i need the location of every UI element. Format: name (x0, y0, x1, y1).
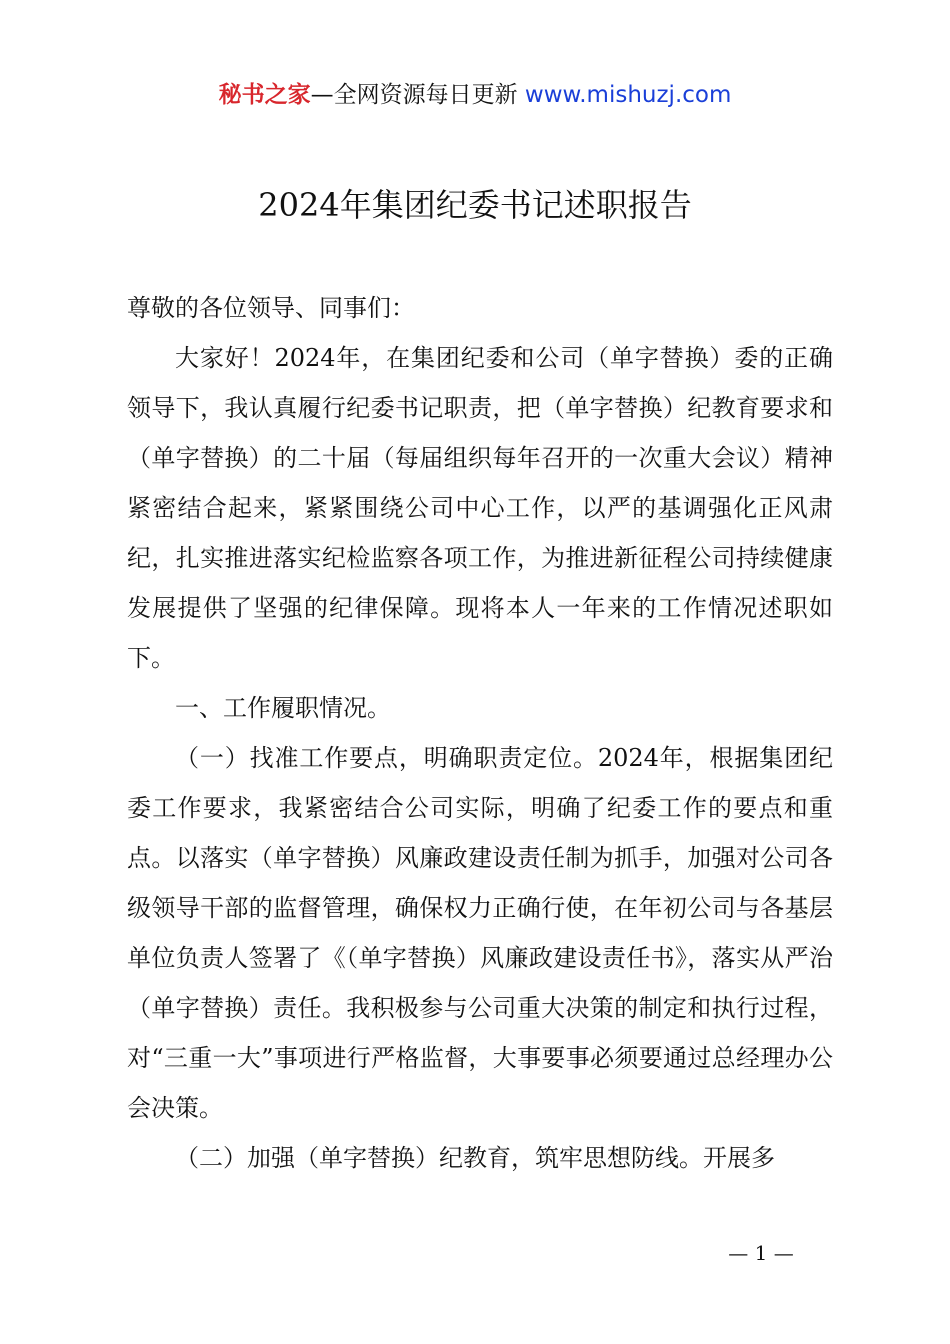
brand-name: 秘书之家 (218, 82, 311, 108)
website-link[interactable]: www.mishuzj.com (524, 82, 732, 108)
salutation: 尊敬的各位领导、同事们： (127, 294, 415, 322)
document-body (127, 283, 833, 1183)
site-banner (0, 78, 950, 112)
body-paragraph: （二）加强（单字替换）纪教育，筑牢思想防线。开展多 (175, 1144, 775, 1172)
page-number: — 1 — (728, 1241, 794, 1265)
document-title: 2024年集团纪委书记述职报告 (258, 186, 692, 224)
body-paragraph: （一）找准工作要点，明确职责定位。2024年，根据集团纪委工作要求，我紧密结合公司实际，明确了纪委工作的要点和重点。以落实（单字替换）风廉政建设责任制为抓手，加强对公司各级领导干部的监督管理，确保权力正确行使，在年初公司与各基层单位负责人签署了《（单字替换）风廉政建设责任书》，落实从严治（单字替换）责任。我积极参与公司重大决策的制定和执行过程，对“三重一大”事项进行严格监督，大事要事必须要通过总经理办公会决策。 (127, 744, 833, 1122)
body-paragraph: 大家好！2024年，在集团纪委和公司（单字替换）委的正确领导下，我认真履行纪委书记职责，把（单字替换）纪教育要求和（单字替换）的二十届（每届组织每年召开的一次重大会议）精神紧密结合起来，紧紧围绕公司中心工作，以严的基调强化正风肃纪，扎实推进落实纪检监察各项工作，为推进新征程公司持续健康发展提供了坚强的纪律保障。现将本人一年来的工作情况述职如下。 (127, 344, 833, 672)
section-heading: 一、工作履职情况。 (175, 694, 391, 722)
banner-tagline: —全网资源每日更新 (310, 82, 518, 108)
